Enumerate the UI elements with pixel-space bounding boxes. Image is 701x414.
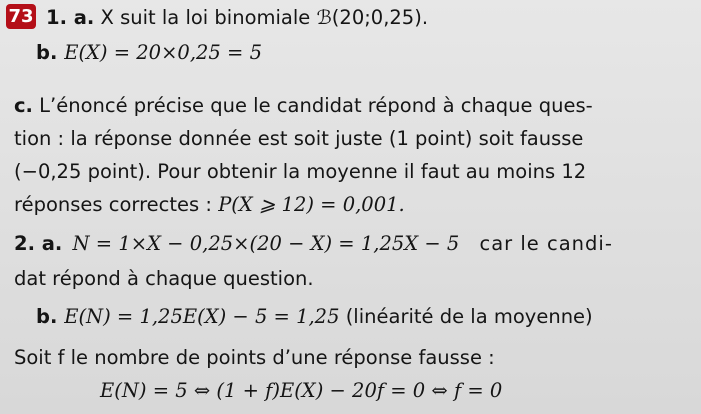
q1a-label: 1. a. (46, 6, 95, 29)
q2b-note: (linéarité de la moyenne) (345, 305, 593, 328)
f-definition-line: Soit f le nombre de points d’une réponse fausse : (14, 346, 495, 369)
exercise-number-badge: 73 (6, 4, 36, 29)
q1c-label: c. (14, 94, 33, 117)
q1c-line-1 (14, 93, 691, 119)
q1a-text: X suit la loi binomiale ℬ(20;0,25). (100, 6, 429, 29)
q2a-suffix: car le candi- (479, 232, 613, 255)
final-formula-text: E(N) = 5 ⇔ (1 + f)E(X) − 20f = 0 ⇔ f = 0 (100, 379, 503, 402)
q2a-line-2: dat répond à chaque question. (14, 267, 314, 290)
q1c-text-1: L’énoncé précise que le candidat répond à chaque ques- (39, 94, 593, 117)
q1b-formula: E(X) = 20×0,25 = 5 (64, 41, 262, 64)
q2a-label: 2. a. (14, 232, 63, 255)
q1c-line-4 (14, 192, 691, 218)
q2a-formula: N = 1×X − 0,25×(20 − X) = 1,25X − 5 (72, 232, 460, 255)
q2b-line (36, 304, 691, 330)
q2a-line-1 (14, 231, 691, 257)
q2b-formula: E(N) = 1,25E(X) − 5 = 1,25 (64, 305, 340, 328)
q1c-formula: P(X ⩾ 12) = 0,001. (218, 193, 405, 216)
q1c-text-4: réponses correctes : (14, 193, 212, 216)
q1b-line (36, 40, 691, 66)
final-formula (100, 378, 691, 404)
q2b-label: b. (36, 305, 58, 328)
q1c-line-3: (−0,25 point). Pour obtenir la moyenne il faut au moins 12 (14, 160, 587, 183)
q1b-label: b. (36, 41, 58, 64)
q1c-line-2: tion : la réponse donnée est soit juste (1 point) soit fausse (14, 127, 584, 150)
q1a-line (46, 5, 691, 31)
